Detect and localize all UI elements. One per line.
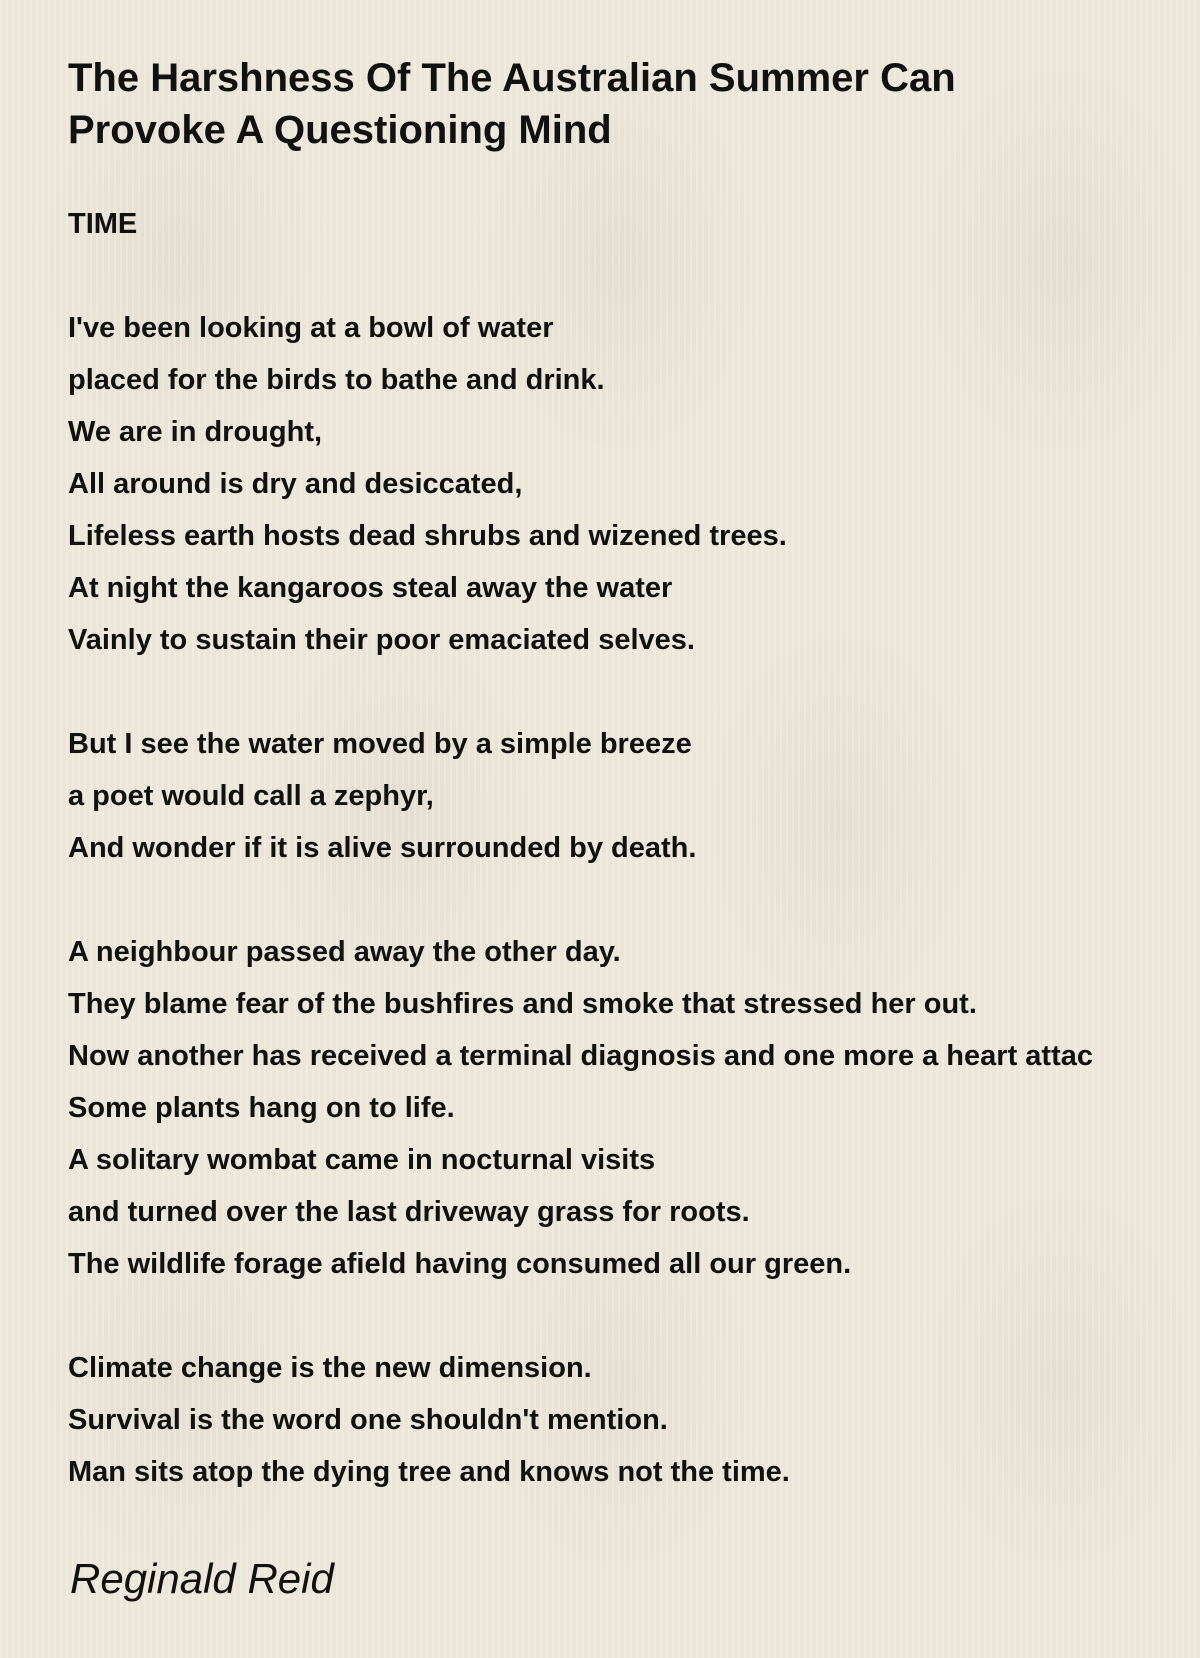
poem-line: A neighbour passed away the other day. <box>68 936 621 968</box>
poem-line: I've been looking at a bowl of water <box>68 312 554 344</box>
poem-line: Vainly to sustain their poor emaciated selves. <box>68 624 695 656</box>
poem-line: and turned over the last driveway grass for roots. <box>68 1196 750 1228</box>
poem-line: Lifeless earth hosts dead shrubs and wizened trees. <box>68 520 787 552</box>
poem-title: The Harshness Of The Australian Summer Can Provoke A Questioning Mind <box>68 56 956 152</box>
poem-line: Man sits atop the dying tree and knows not the time. <box>68 1456 790 1488</box>
poem-line: And wonder if it is alive surrounded by death. <box>68 832 697 864</box>
poem-line: They blame fear of the bushfires and smoke that stressed her out. <box>68 988 977 1020</box>
poem-line: Climate change is the new dimension. <box>68 1352 592 1384</box>
poem-blank-line <box>68 250 1200 302</box>
poem-line: All around is dry and desiccated, <box>68 468 523 500</box>
poem-body <box>68 198 1200 1498</box>
poem-line: a poet would call a zephyr, <box>68 780 434 812</box>
poem-line: We are in drought, <box>68 416 323 448</box>
poem-author: Reginald Reid <box>70 1555 334 1602</box>
poem-line: Some plants hang on to life. <box>68 1092 455 1124</box>
poem-container <box>68 52 1200 1498</box>
poem-line: placed for the birds to bathe and drink. <box>68 364 605 396</box>
poem-line: Now another has received a terminal diagnosis and one more a heart attac <box>68 1040 1093 1072</box>
poem-line: A solitary wombat came in nocturnal visits <box>68 1144 656 1176</box>
poem-line: TIME <box>68 208 138 240</box>
poem-line: The wildlife forage afield having consumed all our green. <box>68 1248 852 1280</box>
poem-blank-line <box>68 1290 1200 1342</box>
poem-blank-line <box>68 666 1200 718</box>
poem-line: Survival is the word one shouldn't mention. <box>68 1404 668 1436</box>
poem-line: At night the kangaroos steal away the water <box>68 572 673 604</box>
poem-line: But I see the water moved by a simple breeze <box>68 728 692 760</box>
poem-blank-line <box>68 874 1200 926</box>
